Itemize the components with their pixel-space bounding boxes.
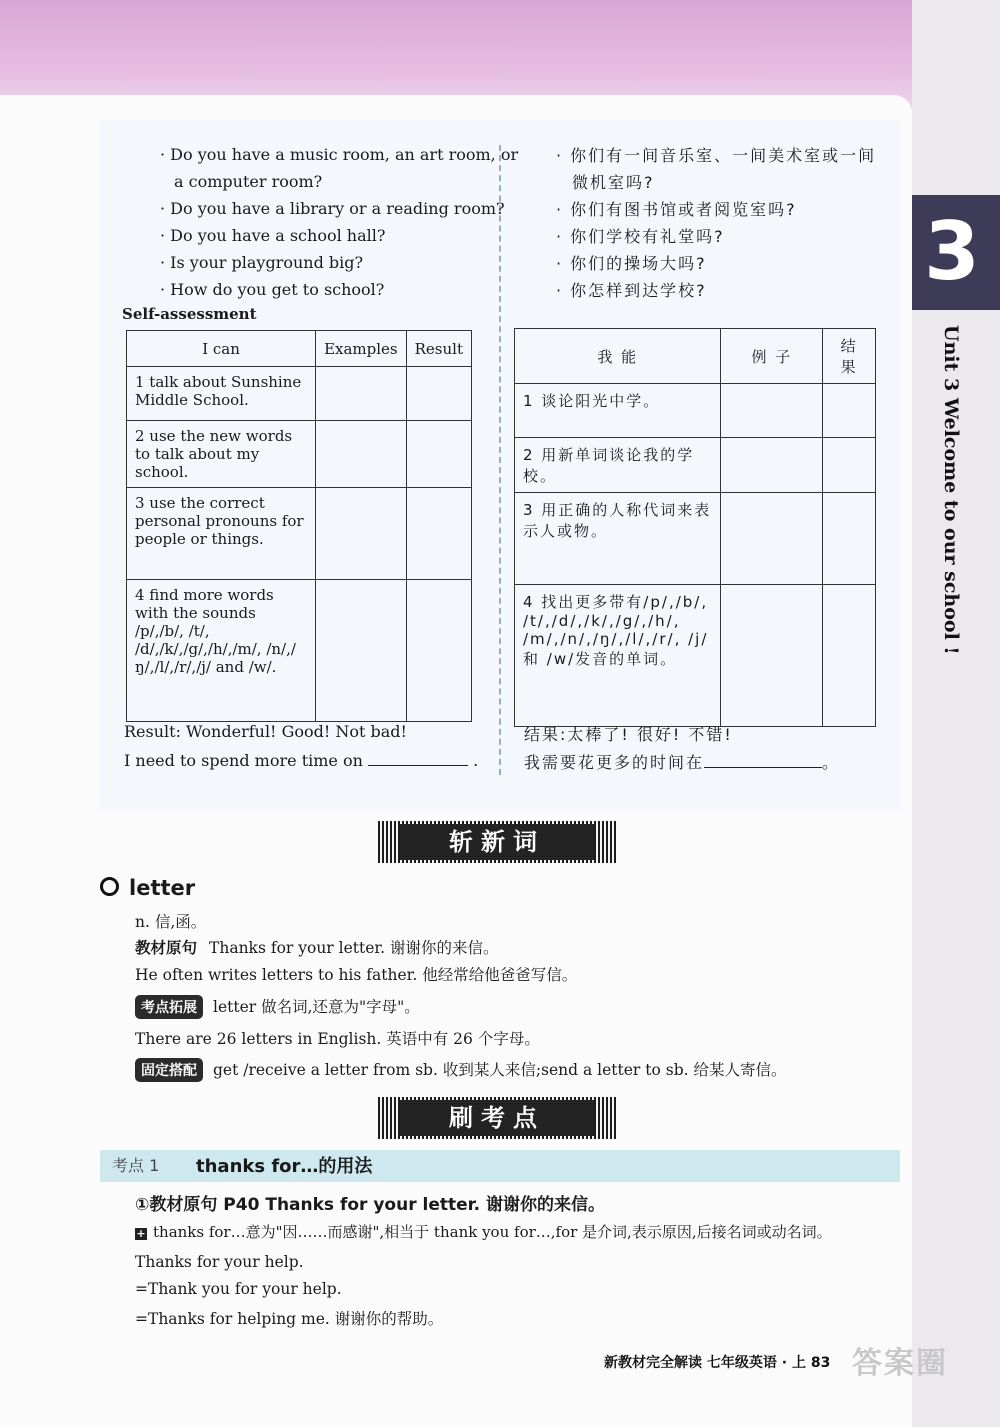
collocation-note <box>135 1058 787 1082</box>
question-cn: · 你们学校有礼堂吗? <box>556 227 725 246</box>
need-line-cn: 我需要花更多的时间在 。 <box>524 753 841 772</box>
result-cell[interactable] <box>823 438 876 493</box>
vocab-word <box>100 876 195 900</box>
example-sentence: He often writes letters to his father. 他经常给他爸爸写信。 <box>135 966 578 984</box>
example-sentence: There are 26 letters in English. 英语中有 26 个字母。 <box>135 1030 540 1048</box>
header-wo-neng: 我 能 <box>515 329 721 384</box>
extension-note <box>135 995 420 1019</box>
extension-text: letter 做名词,还意为"字母"。 <box>213 998 420 1016</box>
banner-text: 刷考点 <box>400 1100 594 1136</box>
assessment-table-en <box>126 330 472 722</box>
row-text: 2 use the new words to talk about my school. <box>127 421 316 488</box>
question-cn: · 你们的操场大吗? <box>556 254 707 273</box>
section-banner-vocab <box>378 821 616 863</box>
row-text: 4 找出更多带有/p/,/b/, /t/,/d/,/k/,/g/,/h/, /m/,/n/,/ŋ/,/l/,/r/, /j/ 和 /w/发音的单词。 <box>515 585 721 727</box>
self-assessment-title: Self-assessment <box>122 305 257 323</box>
result-cell[interactable] <box>823 585 876 727</box>
collocation-tag: 固定搭配 <box>135 1058 203 1082</box>
textbook-example <box>135 936 498 958</box>
need-text-cn: 我需要花更多的时间在 <box>524 753 705 772</box>
tag-label: 教材原句 <box>135 938 198 957</box>
header-result: Result <box>406 331 471 367</box>
point-source: ①教材原句 P40 Thanks for your letter. 谢谢你的来信。 <box>135 1195 605 1215</box>
examples-cell[interactable] <box>721 438 823 493</box>
row-text: 3 用正确的人称代词来表示人或物。 <box>515 493 721 585</box>
result-cell[interactable] <box>406 367 471 421</box>
column-divider <box>499 145 501 775</box>
row-text: 2 用新单词谈论我的学校。 <box>515 438 721 493</box>
point-example: =Thanks for helping me. 谢谢你的帮助。 <box>135 1310 444 1328</box>
examples-cell[interactable] <box>721 585 823 727</box>
point-title: thanks for…的用法 <box>196 1156 373 1177</box>
header-i-can: I can <box>127 331 316 367</box>
page-footer <box>604 1352 830 1372</box>
page-number: 83 <box>810 1355 831 1371</box>
part-of-speech: n. 信,函。 <box>135 913 207 931</box>
collocation-text: get /receive a letter from sb. 收到某人来信;send a letter to sb. 给某人寄信。 <box>213 1061 787 1079</box>
vocab-word-text: letter <box>129 876 196 900</box>
question-cn: · 你们有一间音乐室、一间美术室或一间 <box>556 146 877 165</box>
unit-title: Unit 3 Welcome to our school ! <box>940 325 962 655</box>
question-cn: 微机室吗? <box>572 173 655 192</box>
examples-cell[interactable] <box>316 421 407 488</box>
question-en: · How do you get to school? <box>160 280 385 299</box>
unit-number: 3 <box>924 205 980 298</box>
examples-cell[interactable] <box>316 367 407 421</box>
examples-cell[interactable] <box>721 384 823 438</box>
header-examples: Examples <box>316 331 407 367</box>
examples-cell[interactable] <box>316 580 407 722</box>
bullet-icon <box>100 877 119 896</box>
extension-tag: 考点拓展 <box>135 995 203 1019</box>
header-jie-guo: 结 果 <box>823 329 876 384</box>
point-label: 考点 1 <box>112 1156 160 1175</box>
need-text-en: I need to spend more time on <box>124 751 363 770</box>
header-li-zi: 例 子 <box>721 329 823 384</box>
question-cn: · 你怎样到达学校? <box>556 281 707 300</box>
result-cell[interactable] <box>406 421 471 488</box>
section-banner-points <box>378 1097 616 1139</box>
question-en: · Do you have a school hall? <box>160 226 386 245</box>
point-example: =Thank you for your help. <box>135 1280 342 1298</box>
question-en: a computer room? <box>174 172 323 191</box>
question-en: · Do you have a music room, an art room, or <box>160 145 519 164</box>
point-explanation <box>135 1221 832 1242</box>
result-cell[interactable] <box>406 580 471 722</box>
result-cell[interactable] <box>823 384 876 438</box>
result-line-en: Result: Wonderful! Good! Not bad! <box>124 722 407 741</box>
assessment-table-cn <box>514 328 876 727</box>
result-cell[interactable] <box>823 493 876 585</box>
banner-text: 斩新词 <box>400 824 594 860</box>
row-text: 1 谈论阳光中学。 <box>515 384 721 438</box>
answer-blank[interactable] <box>704 767 822 768</box>
footer-text: 新教材完全解读 七年级英语 · 上 <box>604 1355 806 1371</box>
question-en: · Do you have a library or a reading room? <box>160 199 505 218</box>
examples-cell[interactable] <box>721 493 823 585</box>
plus-icon: + <box>136 1227 146 1240</box>
result-line-cn: 结果:太棒了! 很好! 不错! <box>524 725 733 744</box>
answer-blank[interactable] <box>368 765 468 766</box>
question-cn: · 你们有图书馆或者阅览室吗? <box>556 200 797 219</box>
row-text: 4 find more words with the sounds /p/,/b/, /t/, /d/,/k/,/g/,/h/,/m/, /n/,/ŋ/,/l/,/r/,/j/ and /w/. <box>127 580 316 722</box>
need-line-en: I need to spend more time on . <box>124 751 479 770</box>
row-text: 1 talk about Sunshine Middle School. <box>127 367 316 421</box>
question-en: · Is your playground big? <box>160 253 364 272</box>
row-text: 3 use the correct personal pronouns for people or things. <box>127 488 316 580</box>
watermark: 答案圈 <box>852 1346 948 1381</box>
examples-cell[interactable] <box>316 488 407 580</box>
explanation-text: thanks for…意为"因……而感谢",相当于 thank you for…,for 是介词,表示原因,后接名词或动名词。 <box>153 1223 832 1241</box>
result-cell[interactable] <box>406 488 471 580</box>
point-example: Thanks for your help. <box>135 1253 304 1271</box>
example-text: Thanks for your letter. 谢谢你的来信。 <box>209 939 499 957</box>
